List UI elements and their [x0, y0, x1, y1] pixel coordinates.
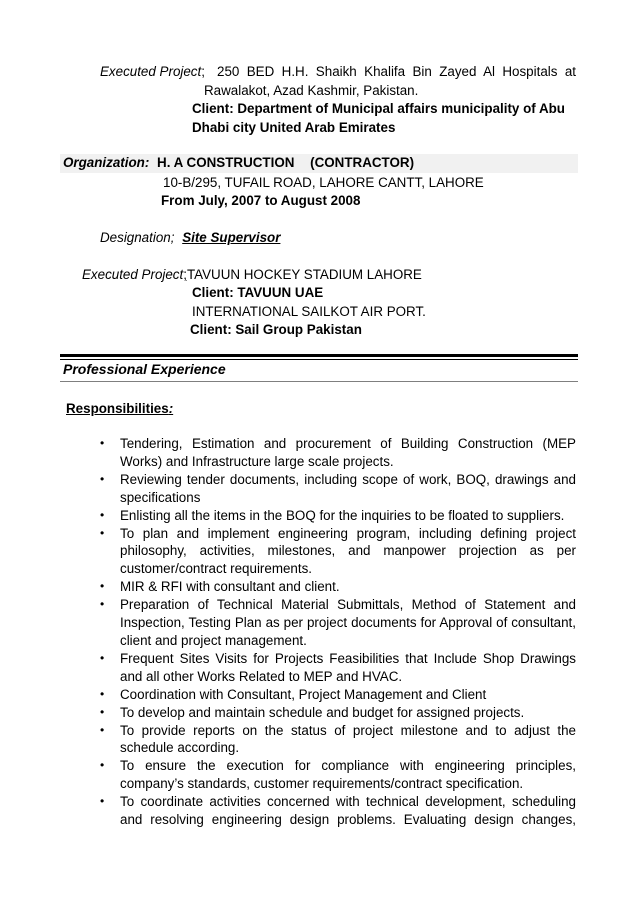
list-item-text: Tendering, Estimation and procurement of Building Construction (MEP Works) and Infrastructure large scale projects.	[120, 436, 576, 469]
list-item-text: Frequent Sites Visits for Projects Feasibilities that Include Shop Drawings and all other Works Related to MEP and HVAC.	[120, 650, 576, 684]
organization-role: (CONTRACTOR)	[310, 155, 415, 170]
executed-project-name: TAVUUN HOCKEY STADIUM LAHORE	[186, 267, 422, 282]
executed-project2: INTERNATIONAL SAILKOT AIR PORT.	[192, 304, 426, 319]
responsibilities-heading	[66, 401, 173, 416]
top-project-name: 250 BED H.H. Shaikh Khalifa Bin Zayed Al Hospitals at	[217, 64, 576, 79]
top-client-line1: Client: Department of Municipal affairs municipality of Abu	[192, 101, 565, 116]
bullet-icon: •	[100, 579, 105, 594]
list-item	[100, 757, 576, 793]
bullet-icon: •	[100, 686, 105, 701]
organization-period: From July, 2007 to August 2008	[161, 193, 361, 208]
executed-client2: Client: Sail Group Pakistan	[190, 322, 362, 337]
section-rule-thick	[60, 354, 578, 357]
list-item-text: To ensure the execution for compliance with engineering principles, company’s standards, customer requirements/contract specification.	[120, 758, 576, 792]
designation-value: Site Supervisor	[182, 230, 281, 245]
designation-line	[100, 230, 280, 245]
executed-client1: Client: TAVUUN UAE	[192, 285, 324, 300]
organization-address: 10-B/295, TUFAIL ROAD, LAHORE CANTT, LAHORE	[163, 175, 484, 190]
list-item-text: MIR & RFI with consultant and client.	[120, 579, 340, 595]
list-item	[100, 525, 576, 579]
list-item	[100, 722, 576, 758]
list-item	[100, 704, 576, 722]
organization-label: Organization:	[63, 155, 150, 170]
organization-line	[63, 155, 414, 170]
organization-name: H. A CONSTRUCTION	[157, 155, 295, 170]
list-item-text: Coordination with Consultant, Project Management and Client	[120, 686, 487, 702]
bullet-icon: •	[100, 704, 105, 719]
list-item-text: To develop and maintain schedule and budget for assigned projects.	[120, 704, 525, 720]
top-project-line1	[100, 64, 576, 79]
section-rule-bottom	[60, 381, 578, 382]
responsibilities-list	[100, 435, 576, 829]
bullet-icon: •	[100, 722, 105, 737]
executed-project-sep: ;	[183, 267, 187, 282]
top-project-line2: Rawalakot, Azad Kashmir, Pakistan.	[204, 83, 419, 98]
bullet-icon: •	[100, 758, 105, 773]
responsibilities-label: Responsibilities	[66, 401, 169, 416]
list-item-text: Preparation of Technical Material Submittals, Method of Statement and Inspection, Testing Plan as per project documents for Approval of consultant, client and project management.	[120, 597, 576, 648]
list-item-text: To provide reports on the status of project milestone and to adjust the schedule according.	[120, 722, 576, 756]
list-item	[100, 471, 576, 507]
bullet-icon: •	[100, 436, 105, 450]
list-item	[100, 793, 576, 829]
list-item	[100, 507, 576, 525]
bullet-icon: •	[100, 525, 105, 540]
list-item	[100, 435, 576, 471]
list-item	[100, 596, 576, 650]
bullet-icon: •	[100, 597, 105, 612]
top-project-label: Executed Project	[100, 64, 202, 79]
top-project-sep: ;	[201, 64, 205, 79]
section-rule-thin	[60, 359, 578, 360]
list-item-text: To coordinate activities concerned with technical development, scheduling and resolving engineering design problems. Evaluating design changes,	[120, 794, 576, 828]
executed-project-line	[82, 267, 422, 282]
top-client-line2: Dhabi city United Arab Emirates	[192, 120, 396, 135]
list-item	[100, 686, 576, 704]
section-title: Professional Experience	[63, 361, 226, 377]
bullet-icon: •	[100, 650, 105, 665]
bullet-icon: •	[100, 507, 105, 522]
list-item-text: To plan and implement engineering program, including defining project philosophy, activities, milestones, and manpower projection as per customer/contract requirements.	[120, 525, 576, 577]
list-item-text: Enlisting all the items in the BOQ for the inquiries to be floated to suppliers.	[120, 507, 565, 523]
bullet-icon: •	[100, 471, 105, 486]
designation-label: Designation;	[100, 230, 175, 245]
list-item	[100, 650, 576, 686]
responsibilities-colon: :	[168, 401, 174, 416]
list-item-text: Reviewing tender documents, including scope of work, BOQ, drawings and specifications	[120, 471, 576, 505]
bullet-icon: •	[100, 794, 105, 809]
list-item	[100, 578, 576, 596]
executed-project-label: Executed Project	[82, 267, 184, 282]
